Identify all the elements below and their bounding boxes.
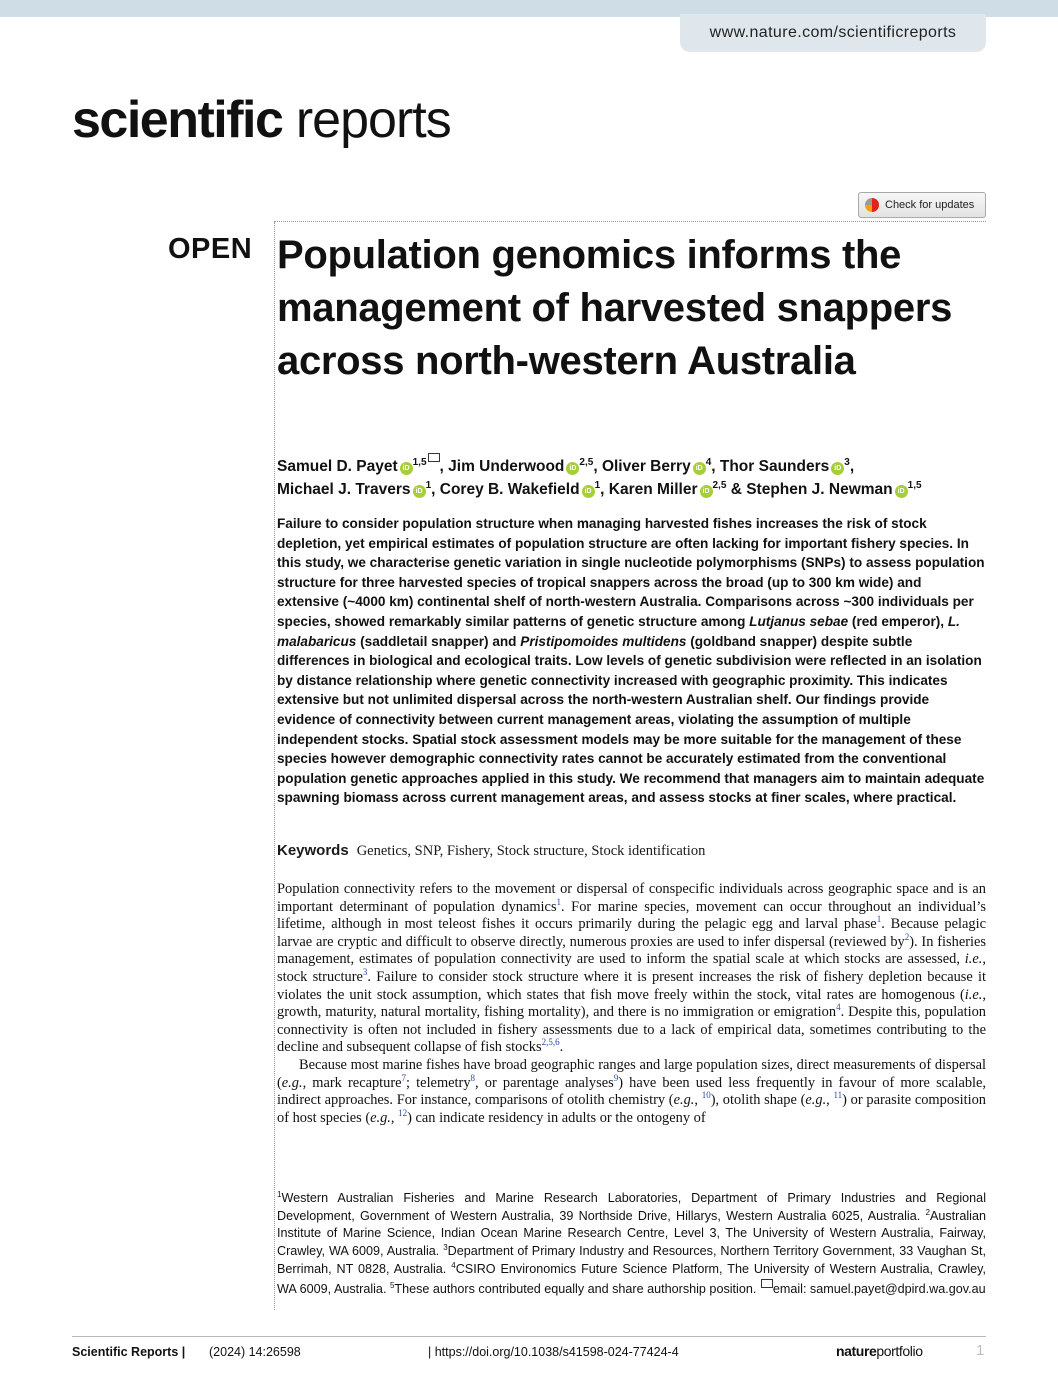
author-name[interactable]: Karen Miller: [608, 481, 698, 498]
citation[interactable]: 1: [556, 896, 562, 907]
orcid-icon[interactable]: iD: [413, 485, 426, 498]
page-number: 1: [976, 1342, 985, 1359]
citation[interactable]: 12: [398, 1107, 408, 1118]
abstract: Failure to consider population structure when managing harvested fishes increases the risk of stock depletion, yet empirical estimates of population structure are often lacking for important fishery species. In this study, we characterise genetic variation in single nucleotide polymorphisms (SNPs) to assess population structure for three harvested species of tropical snappers across the broad (up to 300 km wide) and extensive (~4000 km) continental shelf of north-western Australia. Comparisons across ~300 individuals per species, showed remarkably similar patterns of genetic structure among Lutjanus sebae (red emperor), L. malabaricus (saddletail snapper) and Pristipomoides multidens (goldband snapper) despite subtle differences in biological and ecological traits. Low levels of genetic subdivision were reflected in an isolation by distance relationship where genetic connectivity increased with geographic proximity. This indicates extensive but not unlimited dispersal across the north-western Australian shelf. Our findings provide evidence of connectivity between current management areas, violating the assumption of multiple independent stocks. Spatial stock assessment models may be more suitable for the management of these species however demographic connectivity rates cannot be accurately estimated from the conventional population genetic approaches applied in this study. We recommend that managers aim to maintain adequate spawning biomass across current management areas, and assess stocks at finer scales, where practical.: [277, 516, 985, 806]
citation[interactable]: 8: [470, 1072, 476, 1083]
citation[interactable]: 2,5,6: [541, 1037, 560, 1048]
page-footer: [72, 1336, 986, 1359]
check-for-updates-button[interactable]: [858, 192, 986, 218]
keywords-heading: Keywords: [277, 842, 349, 859]
orcid-icon[interactable]: iD: [895, 485, 908, 498]
logo-part-light: reports: [282, 91, 451, 149]
citation[interactable]: 1: [876, 914, 882, 925]
article-title: Population genomics informs the management of harvested snappers across north-western Australia: [277, 233, 953, 383]
footer-doi-link[interactable]: | https://doi.org/10.1038/s41598-024-77424-4: [428, 1345, 679, 1359]
citation[interactable]: 9: [613, 1072, 619, 1083]
journal-logo[interactable]: [72, 90, 451, 150]
check-updates-label: Check for updates: [885, 199, 975, 211]
author-list: Samuel D. Payet iD$^{1,5}$ , Jim Underwood iD$^{2,5}$, Oliver Berry $iD^4$, Thor Saunders $iD^3$, Michael J. Travers $iD^1$, Corey B. Wakefield $iD^1$, Karen Miller iD$^{2,5}$ & Stephen J. Newman iD$^{1,5}$: [277, 453, 987, 501]
envelope-icon[interactable]: [428, 453, 440, 462]
orcid-icon[interactable]: iD: [566, 462, 579, 475]
corresponding-email[interactable]: email: samuel.payet@dpird.wa.gov.au: [772, 1281, 986, 1296]
citation[interactable]: 3: [362, 967, 368, 978]
orcid-icon[interactable]: iD: [700, 485, 713, 498]
footer-volume: (2024) 14:26598: [209, 1345, 301, 1359]
orcid-icon[interactable]: iD: [582, 485, 595, 498]
logo-part-bold: scientific: [72, 91, 283, 149]
author-name[interactable]: Samuel D. Payet: [277, 458, 398, 475]
footer-journal: Scientific Reports |: [72, 1345, 186, 1359]
affiliations: $^1$Western Australian Fisheries and Marine Research Laboratories, Department of Primary Industries and Regional Development, Government of Western Australia, 39 Northside Drive, Hillarys, Western Australia 6025, Australia. $^2$Australian Institute of Marine Science, Indian Ocean Marine Research Centre, Level 3, The University of Western Australia, Fairway, Crawley, WA 6009, Australia. $^3$Department of Primary Industry and Resources, Northern Territory Government, 33 Vaughan St, Berrimah, NT 0828, Australia. $^4$CSIRO Environomics Future Science Platform, The University of Western Australia, Crawley, WA 6009, Australia. $^5$These authors contributed equally and share authorship position. email: samuel.payet@dpird.wa.gov.au: [277, 1189, 986, 1296]
paragraph-2: Because most marine fishes have broad geographic ranges and large population sizes, direct measurements of dispersal (e.g., mark recapture$^7$; telemetry$^8$, or parentage analyses$^9$) have been used less frequently in favour of more scalable, indirect approaches. For instance, comparisons of otolith chemistry (e.g., $^{10}$), otolith shape (e.g., $^{11}$) or parasite composition of host species (e.g., $^{12}$) can indicate residency in adults or the ontogeny of: [277, 1056, 987, 1126]
keywords-list: Genetics, SNP, Fishery, Stock structure, Stock identification: [356, 843, 706, 859]
citation[interactable]: 2: [904, 931, 910, 942]
paragraph-1: Population connectivity refers to the movement or dispersal of conspecific individuals across geographic space and is an important determinant of population dynamics$^1$. For marine species, movement can occur throughout an individual’s lifetime, although in most teleost fishes it occurs primarily during the pelagic egg and larval phase$^1$. Because pelagic larvae are cryptic and difficult to observe directly, numerous proxies are used to infer dispersal (reviewed $by^2$). In fisheries management, estimates of population connectivity are used to inform the spatial scale at which stocks are assessed, i.e., stock structure$^3$. Failure to consider stock structure where it is present increases the risk of fishery depletion because it violates the unit stock assumption, which states that fish move freely within the stock, vital rates are homogenous (i.e., growth, maturity, natural mortality, fishing mortality), and there is no immigration or emigration$^4$. Despite this, population connectivity is often not included in fishery assessments due to a lack of empirical data, sometimes contributing to the decline and subsequent collapse of fish stocks$^{2,5,6}$.: [277, 881, 987, 1056]
orcid-icon[interactable]: iD: [831, 462, 844, 475]
crossmark-icon: [865, 198, 879, 212]
main-text: [277, 881, 986, 1127]
divider-top: [274, 221, 986, 222]
author-name[interactable]: Michael J. Travers: [277, 481, 411, 498]
orcid-icon[interactable]: iD: [400, 462, 413, 475]
journal-url[interactable]: www.nature.com/scientificreports: [680, 14, 986, 52]
keywords: [277, 842, 986, 860]
author-name[interactable]: Oliver Berry: [601, 458, 691, 475]
author-name[interactable]: Stephen J. Newman: [746, 481, 893, 498]
envelope-icon: [761, 1279, 773, 1288]
orcid-icon[interactable]: iD: [693, 462, 706, 475]
open-access-label: OPEN: [168, 233, 253, 265]
citation[interactable]: 11: [833, 1090, 843, 1101]
author-name[interactable]: Corey B. Wakefield: [439, 481, 580, 498]
publisher-logo: natureportfolio: [836, 1343, 923, 1359]
citation[interactable]: 4: [836, 1002, 841, 1013]
author-name[interactable]: Thor Saunders: [719, 458, 830, 475]
divider-vertical: [274, 222, 275, 1310]
citation[interactable]: 7: [401, 1072, 407, 1083]
citation[interactable]: 10: [701, 1090, 711, 1101]
author-name[interactable]: Jim Underwood: [448, 458, 565, 475]
